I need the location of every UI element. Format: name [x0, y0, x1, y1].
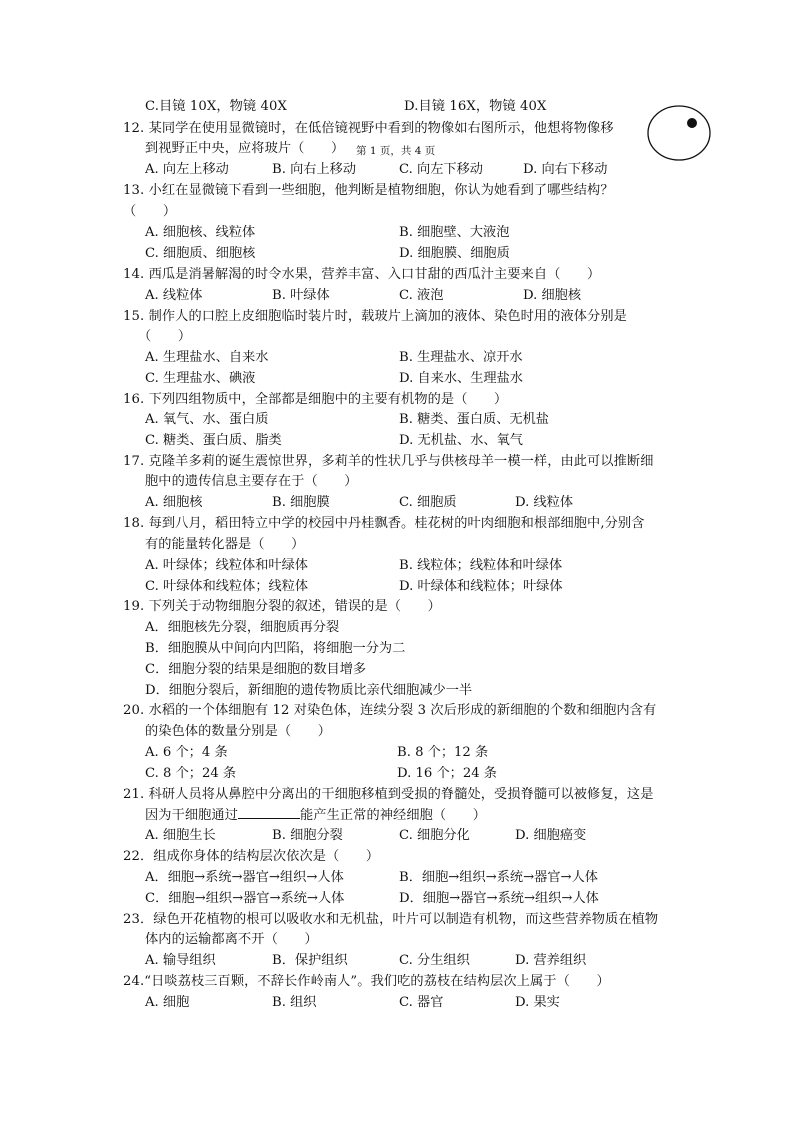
- q21-option-a: A. 细胞生长: [145, 828, 216, 843]
- q18-stem-1: 18. 每到八月，稻田特立中学的校园中丹桂飘香。桂花树的叶肉细胞和根部细胞中,分别含: [123, 516, 645, 531]
- q23-option-d: D. 营养组织: [515, 953, 587, 968]
- q24-stem-1: 24.“日啖荔枝三百颗，不辞长作岭南人”。我们吃的荔枝在结构层次上属于（ ）: [123, 974, 610, 989]
- q14-option-d: D. 细胞核: [523, 288, 582, 303]
- q15-stem-2: （ ）: [138, 329, 192, 344]
- microscope-view-figure: [646, 104, 712, 162]
- q23-option-b: B．保护组织: [272, 953, 348, 968]
- q16-option-b: B. 糖类、蛋白质、无机盐: [399, 412, 549, 427]
- q13-option-c: C. 细胞质、细胞核: [145, 246, 256, 261]
- q13-option-a: A. 细胞核、线粒体: [145, 225, 256, 240]
- q24-option-a: A. 细胞: [145, 995, 190, 1010]
- q22-option-c: C．细胞→组织→器官→系统→人体: [145, 891, 345, 906]
- q13-option-d: D. 细胞膜、细胞质: [399, 246, 510, 261]
- q18-option-c: C. 叶绿体和线粒体；线粒体: [145, 579, 309, 594]
- q20-option-c: C. 8 个；24 条: [145, 766, 237, 781]
- q24-option-d: D. 果实: [515, 995, 560, 1010]
- q12-stem-2: 到视野正中央，应将玻片（ ）: [145, 141, 345, 156]
- q17-option-c: C. 细胞质: [399, 495, 457, 510]
- q18-option-d: D. 叶绿体和线粒体；叶绿体: [399, 579, 563, 594]
- q17-option-d: D. 线粒体: [515, 495, 574, 510]
- q16-option-d: D. 无机盐、水、氧气: [399, 433, 523, 448]
- q23-stem-1: 23．绿色开花植物的根可以吸收水和无机盐，叶片可以制造有机物，而这些营养物质在植物: [123, 912, 659, 927]
- q22-option-d: D．细胞→器官→系统→组织→人体: [399, 891, 599, 906]
- q15-stem-1: 15. 制作人的口腔上皮细胞临时装片时，载玻片上滴加的液体、染色时用的液体分别是: [123, 309, 627, 324]
- q23-option-c: C. 分生组织: [399, 953, 470, 968]
- q11-option-c: C.目镜 10X，物镜 40X: [145, 99, 287, 114]
- page-footer: 第 1 页，共 4 页: [356, 145, 436, 157]
- q12-stem-1: 12. 某同学在使用显微镜时，在低倍镜视野中看到的物像如右图所示，他想将物像移: [123, 121, 614, 136]
- q17-stem-1: 17. 克隆羊多莉的诞生震惊世界，多莉羊的性状几乎与供核母羊一模一样，由此可以推断细: [123, 454, 654, 469]
- q18-option-a: A. 叶绿体；线粒体和叶绿体: [145, 558, 308, 573]
- q16-option-c: C. 糖类、蛋白质、脂类: [145, 433, 282, 448]
- q14-option-a: A. 线粒体: [145, 288, 203, 303]
- q20-option-b: B. 8 个；12 条: [397, 745, 489, 760]
- q12-option-a: A. 向左上移动: [145, 162, 229, 177]
- q15-option-d: D. 自来水、生理盐水: [399, 371, 523, 386]
- q19-option-c: C．细胞分裂的结果是细胞的数目增多: [145, 662, 367, 677]
- q20-option-a: A. 6 个；4 条: [145, 745, 228, 760]
- q19-option-d: D．细胞分裂后，新细胞的遗传物质比亲代细胞减少一半: [145, 683, 473, 698]
- q17-option-a: A. 细胞核: [145, 495, 203, 510]
- q13-option-b: B. 细胞壁、大液泡: [399, 225, 510, 240]
- q24-option-b: B. 组织: [272, 995, 317, 1010]
- q15-option-c: C. 生理盐水、碘液: [145, 371, 256, 386]
- q17-option-b: B. 细胞膜: [272, 495, 330, 510]
- q21-stem-2: 因为干细胞通过 能产生正常的神经细胞（ ）: [145, 808, 487, 823]
- q24-option-c: C. 器官: [399, 995, 444, 1010]
- answer-blank: [238, 806, 300, 819]
- q19-option-b: B．细胞膜从中间向内凹陷，将细胞一分为二: [145, 641, 406, 656]
- q14-stem-1: 14. 西瓜是消暑解渴的时令水果，营养丰富、入口甘甜的西瓜汁主要来自（ ）: [123, 267, 601, 282]
- q21-option-d: D. 细胞癌变: [515, 828, 587, 843]
- q14-option-c: C. 液泡: [399, 288, 444, 303]
- q16-option-a: A. 氧气、水、蛋白质: [145, 412, 269, 427]
- q15-option-b: B. 生理盐水、凉开水: [399, 350, 523, 365]
- q13-stem-2: （ ）: [123, 204, 177, 219]
- q19-stem-1: 19. 下列关于动物细胞分裂的叙述，错误的是（ ）: [123, 599, 441, 614]
- q21-stem-1: 21. 科研人员将从鼻腔中分离出的干细胞移植到受损的脊髓处，受损脊髓可以被修复，这是: [123, 787, 654, 802]
- q20-option-d: D. 16 个；24 条: [397, 766, 497, 781]
- q16-stem-1: 16. 下列四组物质中，全部都是细胞中的主要有机物的是（ ）: [123, 392, 508, 407]
- q18-stem-2: 有的能量转化器是（ ）: [145, 537, 305, 552]
- q17-stem-2: 胞中的遗传信息主要存在于（ ）: [145, 474, 358, 489]
- q18-option-b: B. 线粒体；线粒体和叶绿体: [399, 558, 563, 573]
- q22-option-a: A．细胞→系统→器官→组织→人体: [145, 870, 344, 885]
- q20-stem-1: 20. 水稻的一个体细胞有 12 对染色体，连续分裂 3 次后形成的新细胞的个数和细胞内含有: [123, 703, 657, 718]
- q13-stem-1: 13. 小红在显微镜下看到一些细胞，他判断是植物细胞，你认为她看到了哪些结构？: [123, 183, 614, 198]
- q20-stem-2: 的染色体的数量分别是（ ）: [145, 724, 332, 739]
- q12-option-d: D. 向右下移动: [523, 162, 608, 177]
- q22-option-b: B．细胞→组织→系统→器官→人体: [399, 870, 598, 885]
- q14-option-b: B. 叶绿体: [272, 288, 330, 303]
- q12-option-c: C. 向左下移动: [399, 162, 483, 177]
- q21-option-c: C. 细胞分化: [399, 828, 470, 843]
- q19-option-a: A．细胞核先分裂，细胞质再分裂: [145, 620, 340, 635]
- q22-stem-1: 22．组成你身体的结构层次依次是（ ）: [123, 849, 380, 864]
- q15-option-a: A. 生理盐水、自来水: [145, 350, 269, 365]
- q12-option-b: B. 向右上移动: [272, 162, 357, 177]
- q23-stem-2: 体内的运输都离不开（ ）: [145, 932, 318, 947]
- q11-option-d: D.目镜 16X，物镜 40X: [404, 99, 547, 114]
- q23-option-a: A. 输导组织: [145, 953, 216, 968]
- q21-option-b: B. 细胞分裂: [272, 828, 343, 843]
